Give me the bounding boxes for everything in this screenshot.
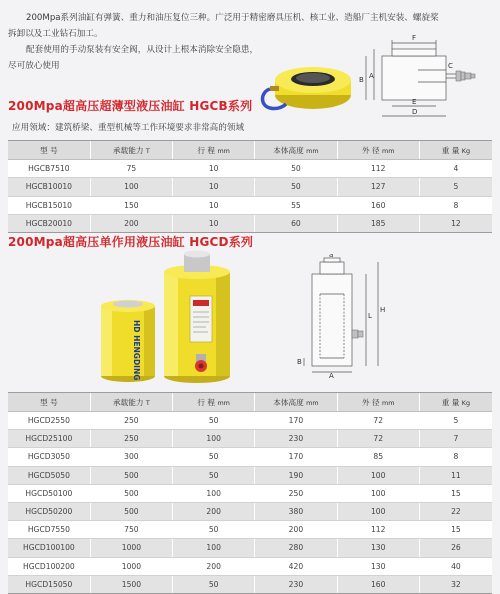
table-cell: 15 [419,484,492,502]
table-cell: 250 [90,430,172,448]
table-cell: 230 [255,430,337,448]
diag-label-a: A [369,72,374,80]
table-cell: 750 [90,521,172,539]
table-cell: HGCD100100 [8,539,90,557]
hgcb-technical-diagram [358,34,494,122]
table-cell: 100 [90,178,172,196]
diag-label-b: B [359,76,364,84]
table-row [8,575,492,593]
table-cell: 72 [337,430,419,448]
diag-label-f: F [412,34,417,42]
table-cell: 170 [255,412,337,430]
hgcd-technical-diagram [296,254,386,378]
table-cell: 100 [173,539,255,557]
intro-line-1: 200Mpa系列油缸有弹簧、重力和油压复位三种。广泛用于精密磨具压机、核工业、造船厂主机安装、螺旋桨 [26,13,439,23]
table-cell: 10 [173,178,255,196]
table-cell: 50 [173,466,255,484]
col-header-body-height: 本体高度 mm [255,141,337,160]
table-cell: 200 [173,557,255,575]
table-row [8,448,492,466]
hgcd-product-photo [100,248,250,388]
col-header-capacity: 承载能力 T [90,393,172,412]
table-cell: HGCD7550 [8,521,90,539]
hgcb-spec-table [8,140,492,233]
table-cell: 5 [419,178,492,196]
col-header-weight: 重 量 Kg [419,393,492,412]
table-cell: 150 [90,196,172,214]
table-row [8,412,492,430]
table-row [8,521,492,539]
table-cell: 7 [419,430,492,448]
hgcb-product-photo [258,58,358,118]
diag-label-e: E [412,98,417,106]
table-cell: HGCD50200 [8,502,90,520]
table-cell: 420 [255,557,337,575]
table-row [8,430,492,448]
table-cell: 190 [255,466,337,484]
col-header-stroke: 行 程 mm [173,393,255,412]
diag2-label-b: B [297,358,302,366]
intro-line-3: 配套使用的手动泵装有安全阀，从设计上根本消除安全隐患， [26,45,259,55]
diag2-label-a: A [329,372,334,378]
table-cell: 160 [337,196,419,214]
table-cell: HGCD2550 [8,412,90,430]
table-cell: HGCD25100 [8,430,90,448]
table-row [8,214,492,232]
table-cell: 280 [255,539,337,557]
hgcd-spec-table [8,392,492,594]
table-cell: 10 [173,160,255,178]
table-cell: 50 [173,521,255,539]
table-cell: 50 [173,575,255,593]
table-cell: 185 [337,214,419,232]
table-cell: 85 [337,448,419,466]
table-cell: 10 [173,214,255,232]
table-cell: 100 [173,484,255,502]
table-cell: HGCD100200 [8,557,90,575]
table-cell: HGCD5050 [8,466,90,484]
intro-line-4: 尽可放心使用 [8,61,60,71]
table-row [8,466,492,484]
col-header-weight: 重 量 Kg [419,141,492,160]
table-cell: 500 [90,484,172,502]
table-cell: 100 [173,430,255,448]
table-cell: 1000 [90,539,172,557]
table-row [8,178,492,196]
col-header-body-height: 本体高度 mm [255,393,337,412]
table-cell: 112 [337,160,419,178]
table-cell: 380 [255,502,337,520]
table-cell: 40 [419,557,492,575]
table-cell: 200 [255,521,337,539]
table-row [8,557,492,575]
diag2-label-a-lower: a [329,254,334,259]
table-row [8,484,492,502]
diag2-label-l: L [368,312,372,320]
table-cell: 50 [255,178,337,196]
hgcd-brand-mark: HD HENGDING [132,320,141,381]
table-cell: HGCB7510 [8,160,90,178]
table-cell: 1500 [90,575,172,593]
table-cell: 200 [90,214,172,232]
table-cell: 15 [419,521,492,539]
table-cell: 4 [419,160,492,178]
table-cell: 55 [255,196,337,214]
table-cell: HGCD3050 [8,448,90,466]
diag-label-d: D [412,108,418,116]
col-header-capacity: 承载能力 T [90,141,172,160]
table-row [8,160,492,178]
table-cell: 100 [337,466,419,484]
table-cell: 100 [337,484,419,502]
table-cell: 10 [173,196,255,214]
table-cell: HGCB15010 [8,196,90,214]
table-cell: 8 [419,196,492,214]
diag2-label-h: H [380,306,386,314]
intro-line-2: 拆卸以及工业钻石加工。 [8,29,103,39]
table-cell: 75 [90,160,172,178]
table-cell: HGCD50100 [8,484,90,502]
table-cell: 100 [337,502,419,520]
table-cell: 300 [90,448,172,466]
table-cell: 60 [255,214,337,232]
table-cell: 5 [419,412,492,430]
table-cell: 50 [255,160,337,178]
table-cell: HGCD15050 [8,575,90,593]
table-cell: 170 [255,448,337,466]
hgcb-section-title: 200Mpa超高压超薄型液压油缸 HGCB系列 [8,99,253,113]
table-cell: 112 [337,521,419,539]
table-cell: 230 [255,575,337,593]
table-cell: HGCB20010 [8,214,90,232]
table-cell: 12 [419,214,492,232]
table-cell: 130 [337,557,419,575]
col-header-stroke: 行 程 mm [173,141,255,160]
table-row [8,539,492,557]
col-header-model: 型 号 [8,141,90,160]
table-cell: 160 [337,575,419,593]
table-cell: 32 [419,575,492,593]
table-cell: HGCB10010 [8,178,90,196]
table-cell: 500 [90,466,172,484]
table-cell: 8 [419,448,492,466]
table-cell: 50 [173,448,255,466]
table-cell: 50 [173,412,255,430]
table-cell: 11 [419,466,492,484]
hgcb-application-field: 应用领域：建筑桥梁、重型机械等工作环境要求非常高的领域 [12,123,245,133]
table-cell: 1000 [90,557,172,575]
col-header-outer-diameter: 外 径 mm [337,393,419,412]
table-cell: 127 [337,178,419,196]
table-cell: 250 [255,484,337,502]
col-header-outer-diameter: 外 径 mm [337,141,419,160]
diag-label-c: C [448,62,453,70]
table-cell: 22 [419,502,492,520]
table-cell: 500 [90,502,172,520]
table-cell: 130 [337,539,419,557]
table-cell: 200 [173,502,255,520]
col-header-model: 型 号 [8,393,90,412]
hgcd-section-title: 200Mpa超高压单作用液压油缸 HGCD系列 [8,235,254,249]
table-cell: 26 [419,539,492,557]
table-row [8,196,492,214]
table-cell: 250 [90,412,172,430]
table-cell: 72 [337,412,419,430]
table-row [8,502,492,520]
